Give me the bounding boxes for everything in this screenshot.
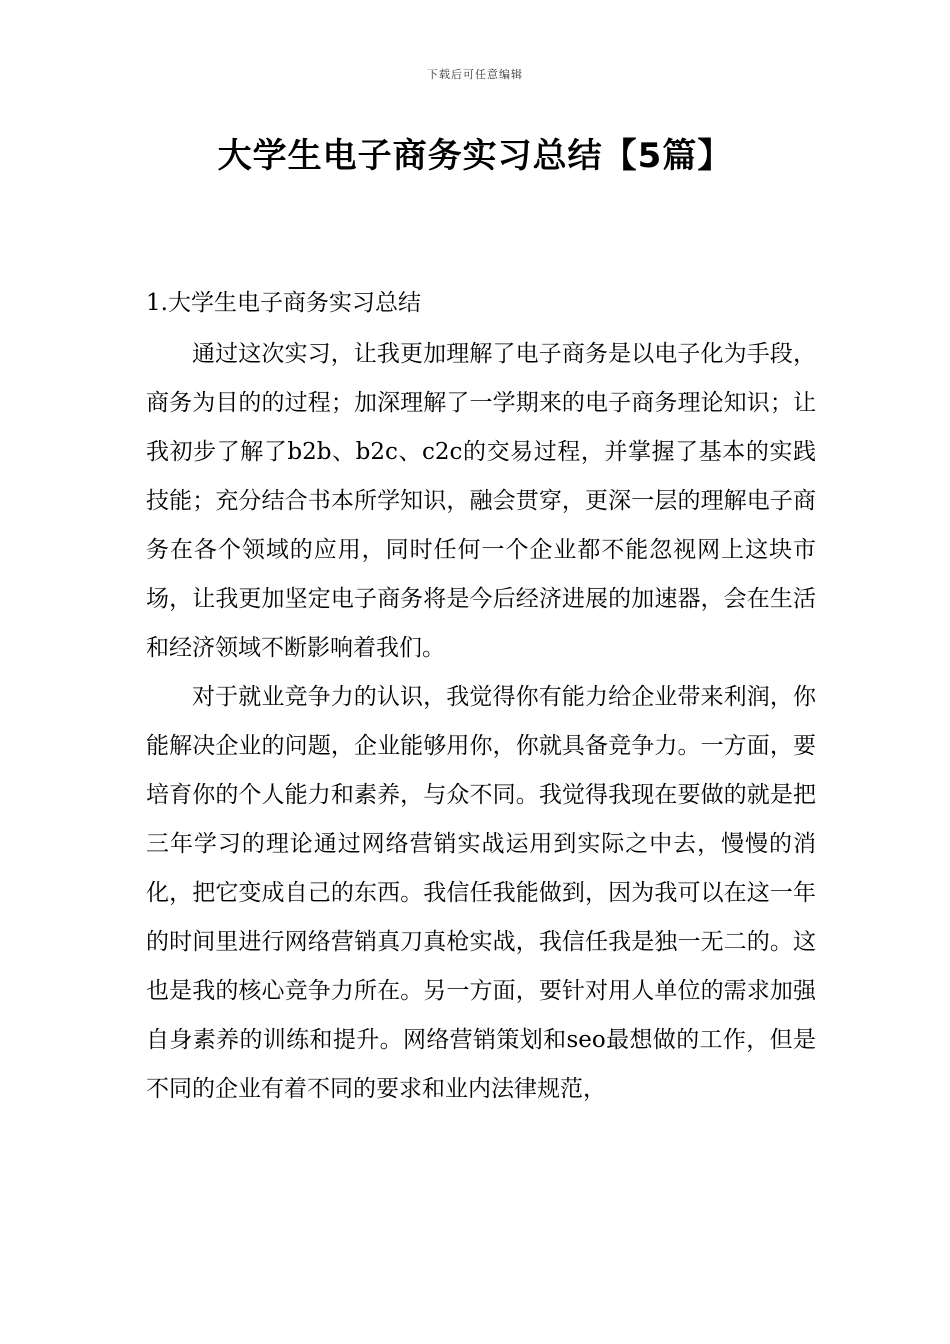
body-text: [146, 330, 816, 1114]
document-title: 大学生电子商务实习总结【5篇】: [217, 136, 733, 176]
paragraph: 通过这次实习，让我更加理解了电子商务是以电子化为手段，商务为目的的过程；加深理解了一学期来的电子商务理论知识；让我初步了解了b2b、b2c、c2c的交易过程，并掌握了基本的实践技能；充分结合书本所学知识，融会贯穿，更深一层的理解电子商务在各个领域的应用，同时任何一个企业都不能忽视网上这块市场，让我更加坚定电子商务将是今后经济进展的加速器，会在生活和经济领域不断影响着我们。: [146, 341, 816, 661]
section-heading: 1.大学生电子商务实习总结: [146, 290, 421, 316]
header-note: 下载后可任意编辑: [427, 68, 523, 81]
paragraph: 对于就业竞争力的认识，我觉得你有能力给企业带来利润，你能解决企业的问题，企业能够用你，你就具备竞争力。一方面，要培育你的个人能力和素养，与众不同。我觉得我现在要做的就是把三年学习的理论通过网络营销实战运用到实际之中去，慢慢的消化，把它变成自己的东西。我信任我能做到，因为我可以在这一年的时间里进行网络营销真刀真枪实战，我信任我是独一无二的。这也是我的核心竞争力所在。另一方面，要针对用人单位的需求加强自身素养的训练和提升。网络营销策划和seo最想做的工作，但是不同的企业有着不同的要求和业内法律规范，: [146, 684, 816, 1102]
